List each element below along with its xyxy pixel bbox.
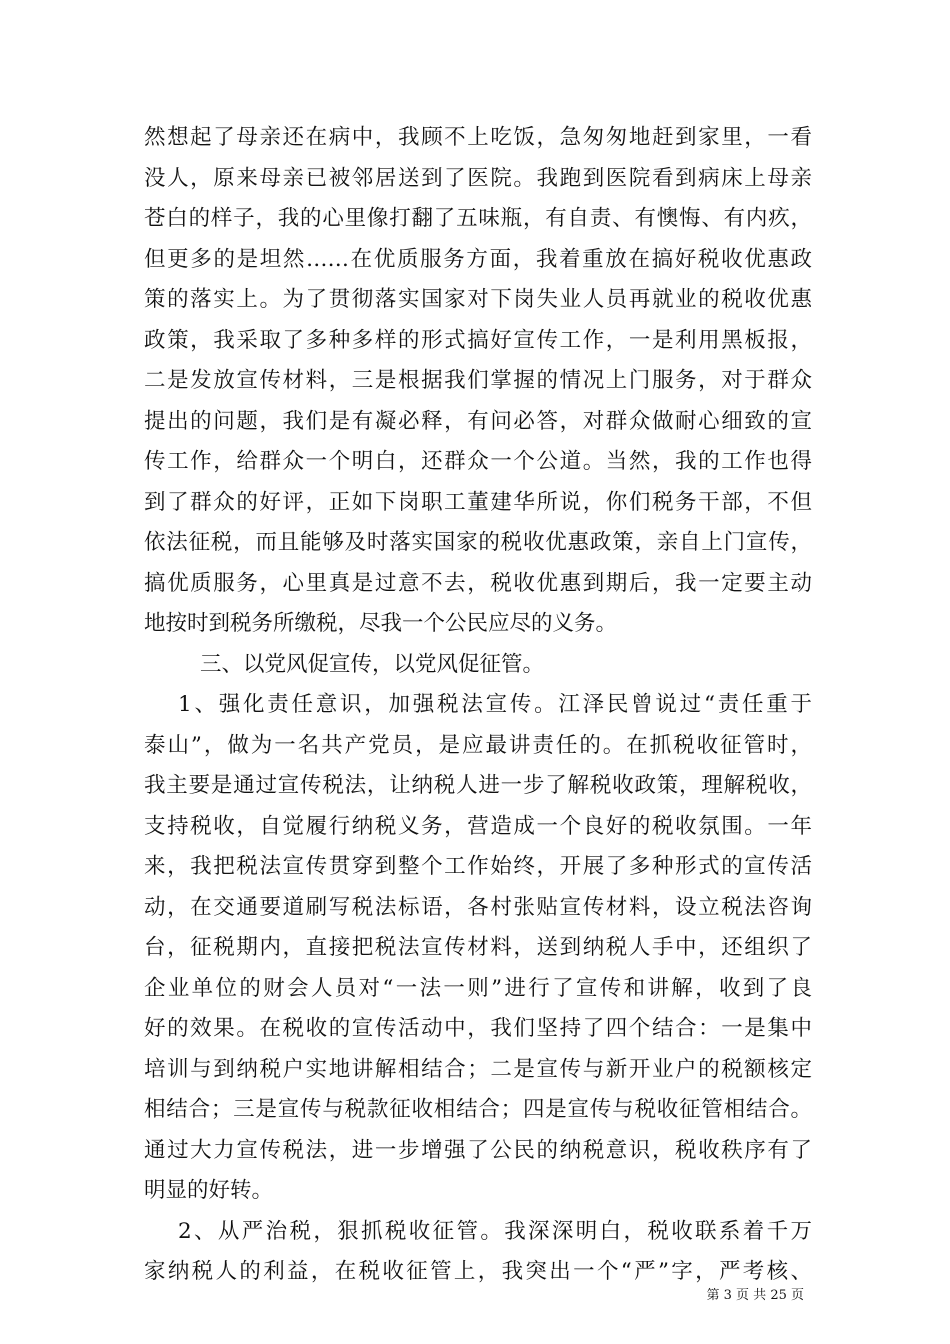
text-line: 政策，我采取了多种多样的形式搞好宣传工作，一是利用黑板报，: [144, 327, 812, 353]
text-line: 支持税收，自觉履行纳税义务，营造成一个良好的税收氛围。一年: [144, 813, 812, 839]
section-heading: 三、以党风促宣传，以党风促征管。: [200, 651, 545, 677]
text-line: 培训与到纳税户实地讲解相结合；二是宣传与新开业户的税额核定: [144, 1056, 812, 1082]
text-line: 但更多的是坦然……在优质服务方面，我着重放在搞好税收优惠政: [144, 246, 812, 272]
document-body: [144, 118, 812, 1293]
text-line: 到了群众的好评，正如下岗职工董建华所说，你们税务干部，不但: [144, 489, 812, 515]
text-line: 依法征税，而且能够及时落实国家的税收优惠政策，亲自上门宣传，: [144, 530, 812, 555]
text-line: 动，在交通要道刷写税法标语，各村张贴宣传材料，设立税法咨询: [144, 894, 812, 920]
paragraph-first-line: 2、从严治税，狠抓税收征管。我深深明白，税收联系着千万: [178, 1218, 812, 1244]
text-line: 提出的问题，我们是有凝必释，有问必答，对群众做耐心细致的宣: [144, 408, 812, 434]
text-line: 家纳税人的利益，在税收征管上，我突出一个“严”字，严考核、: [144, 1259, 812, 1284]
text-line: 相结合；三是宣传与税款征收相结合；四是宣传与税收征管相结合。: [144, 1097, 812, 1122]
paragraph-last-line: 明显的好转。: [144, 1178, 274, 1203]
text-line: 策的落实上。为了贯彻落实国家对下岗失业人员再就业的税收优惠: [144, 287, 812, 312]
text-line: 然想起了母亲还在病中，我顾不上吃饭，急匆匆地赶到家里，一看: [144, 125, 812, 150]
paragraph-first-line: 1、强化责任意识，加强税法宣传。江泽民曾说过“责任重于: [178, 692, 812, 717]
text-line: 台，征税期内，直接把税法宣传材料，送到纳税人手中，还组织了: [144, 935, 812, 960]
text-line: 通过大力宣传税法，进一步增强了公民的纳税意识，税收秩序有了: [144, 1137, 812, 1163]
text-line: 我主要是通过宣传税法，让纳税人进一步了解税收政策，理解税收，: [144, 773, 812, 798]
text-line: 来，我把税法宣传贯穿到整个工作始终，开展了多种形式的宣传活: [144, 854, 812, 879]
text-line: 好的效果。在税收的宣传活动中，我们坚持了四个结合：一是集中: [144, 1016, 812, 1041]
text-line: 苍白的样子，我的心里像打翻了五味瓶，有自责、有懊悔、有内疚，: [144, 206, 812, 231]
text-line: 企业单位的财会人员对“一法一则”进行了宣传和讲解，收到了良: [144, 975, 812, 1001]
text-line: 泰山”，做为一名共产党员，是应最讲责任的。在抓税收征管时，: [144, 732, 812, 758]
text-line: 没人，原来母亲已被邻居送到了医院。我跑到医院看到病床上母亲: [144, 165, 812, 191]
text-line: 二是发放宣传材料，三是根据我们掌握的情况上门服务，对于群众: [144, 368, 812, 393]
text-line: 搞优质服务，心里真是过意不去，税收优惠到期后，我一定要主动: [144, 570, 812, 596]
paragraph-last-line: 地按时到税务所缴税，尽我一个公民应尽的义务。: [144, 611, 618, 636]
text-line: 传工作，给群众一个明白，还群众一个公道。当然，我的工作也得: [144, 449, 812, 474]
page-number: 第 3 页 共 25 页: [706, 1288, 804, 1303]
